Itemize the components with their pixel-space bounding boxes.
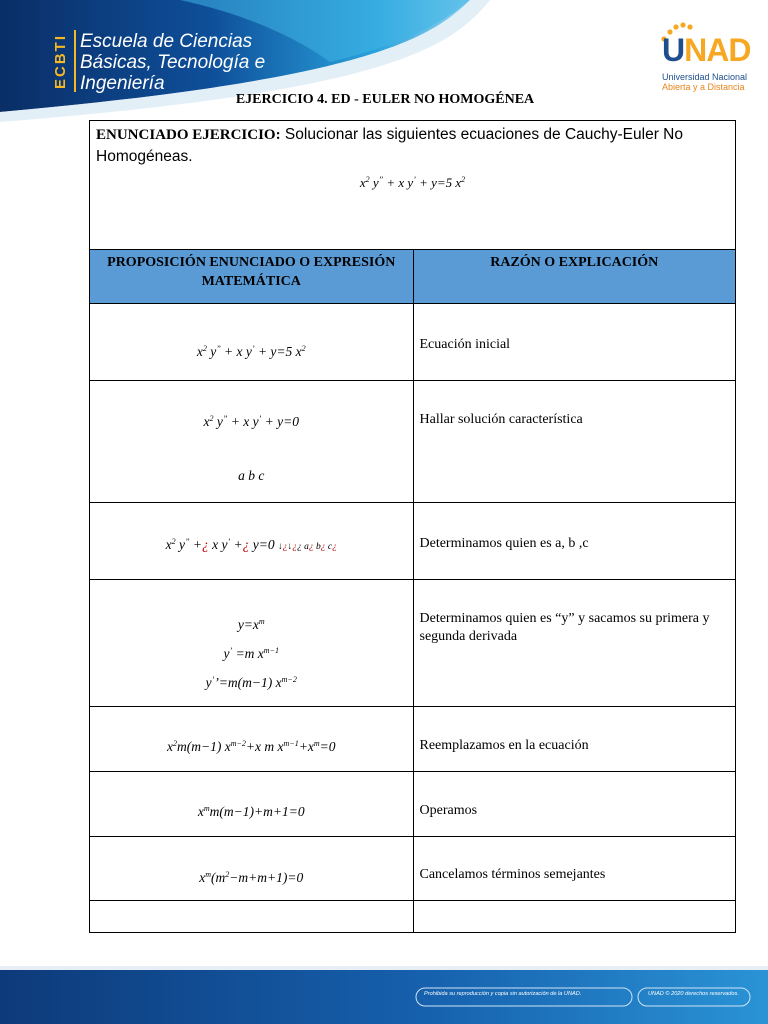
school-line-1: Escuela de Ciencias — [80, 31, 253, 52]
logo-subtitle-1: Universidad Nacional — [662, 72, 748, 82]
reason-cell: Determinamos quien es “y” y sacamos su primera y segunda derivada — [413, 580, 736, 707]
expression-cell: $x^m(m^2-m+m+1)=0$ — [90, 837, 414, 901]
expression-cell: $x^2$ y’’ + x y’ + y=5 $x^2$ — [90, 304, 414, 381]
expression-cell: $y=x^m$ y’ =m $x^{m-1}$ y’’=m(m−1) $x^{m-2}$ — [90, 580, 414, 707]
table-row — [90, 707, 736, 772]
table-row — [90, 772, 736, 837]
reason-cell: Hallar solución característica — [413, 381, 736, 503]
exercise-table — [89, 120, 736, 933]
header-right: RAZÓN O EXPLICACIÓN — [413, 250, 736, 304]
ecbti-divider — [74, 30, 76, 92]
school-line-3: Ingeniería — [80, 73, 165, 94]
reason-cell: Determinamos quien es a, b ,c — [413, 503, 736, 580]
table-row — [90, 503, 736, 580]
logo-subtitle-2: Abierta y a Distancia — [662, 82, 745, 92]
table-row — [90, 381, 736, 503]
unad-logo-subtitle — [662, 72, 747, 92]
statement-label: ENUNCIADO EJERCICIO: — [96, 127, 281, 143]
logo-nad: NAD — [684, 32, 751, 68]
expression-cell: $x^mm(m-1)+m+1=0$ — [90, 772, 414, 837]
statement-text: Solucionar las siguientes ecuaciones de Cauchy-Euler No Homogéneas. — [96, 126, 683, 165]
document-title: EJERCICIO 4. ED - EULER NO HOMOGÉNEA — [235, 92, 535, 107]
table-row — [90, 580, 736, 707]
expression-cell — [90, 901, 414, 933]
table-row — [90, 304, 736, 381]
table-row — [90, 837, 736, 901]
reason-cell — [413, 901, 736, 933]
unad-logo — [662, 32, 750, 69]
reason-cell: Operamos — [413, 772, 736, 837]
expression-cell: $x^2$ y’’ +¿ x y’ +¿ y=0 ↓¿↓¿¿ a¿ b¿ c¿ — [90, 503, 414, 580]
ecbti-label: ECBTI — [52, 34, 69, 90]
reason-cell: Reemplazamos en la ecuación — [413, 707, 736, 772]
school-name — [80, 31, 265, 94]
expression-cell: $x^2$ y’’ + x y’ + y=0 a b c — [90, 381, 414, 503]
abc-label: a b c — [238, 468, 265, 483]
statement-cell — [90, 121, 736, 250]
reason-cell: Cancelamos términos semejantes — [413, 837, 736, 901]
statement-equation: $x^2$ y’’ + x y’ + y=5 $x^2$ — [359, 175, 466, 190]
logo-u: U — [662, 32, 685, 68]
school-line-2: Básicas, Tecnología e — [80, 52, 266, 73]
expression-cell: $x^2m(m-1)$ $x^{m-2}+x$ m $x^{m-1}+x^m=0$ — [90, 707, 414, 772]
reason-cell: Ecuación inicial — [413, 304, 736, 381]
header-left: PROPOSICIÓN ENUNCIADO O EXPRESIÓN MATEMÁTICA — [90, 250, 414, 304]
footer-notice: Prohibida su reproducción y copia sin autorización de la UNAD. — [424, 991, 582, 997]
footer-copyright: UNAD © 2020 derechos reservados. — [648, 991, 739, 997]
table-row — [90, 901, 736, 933]
